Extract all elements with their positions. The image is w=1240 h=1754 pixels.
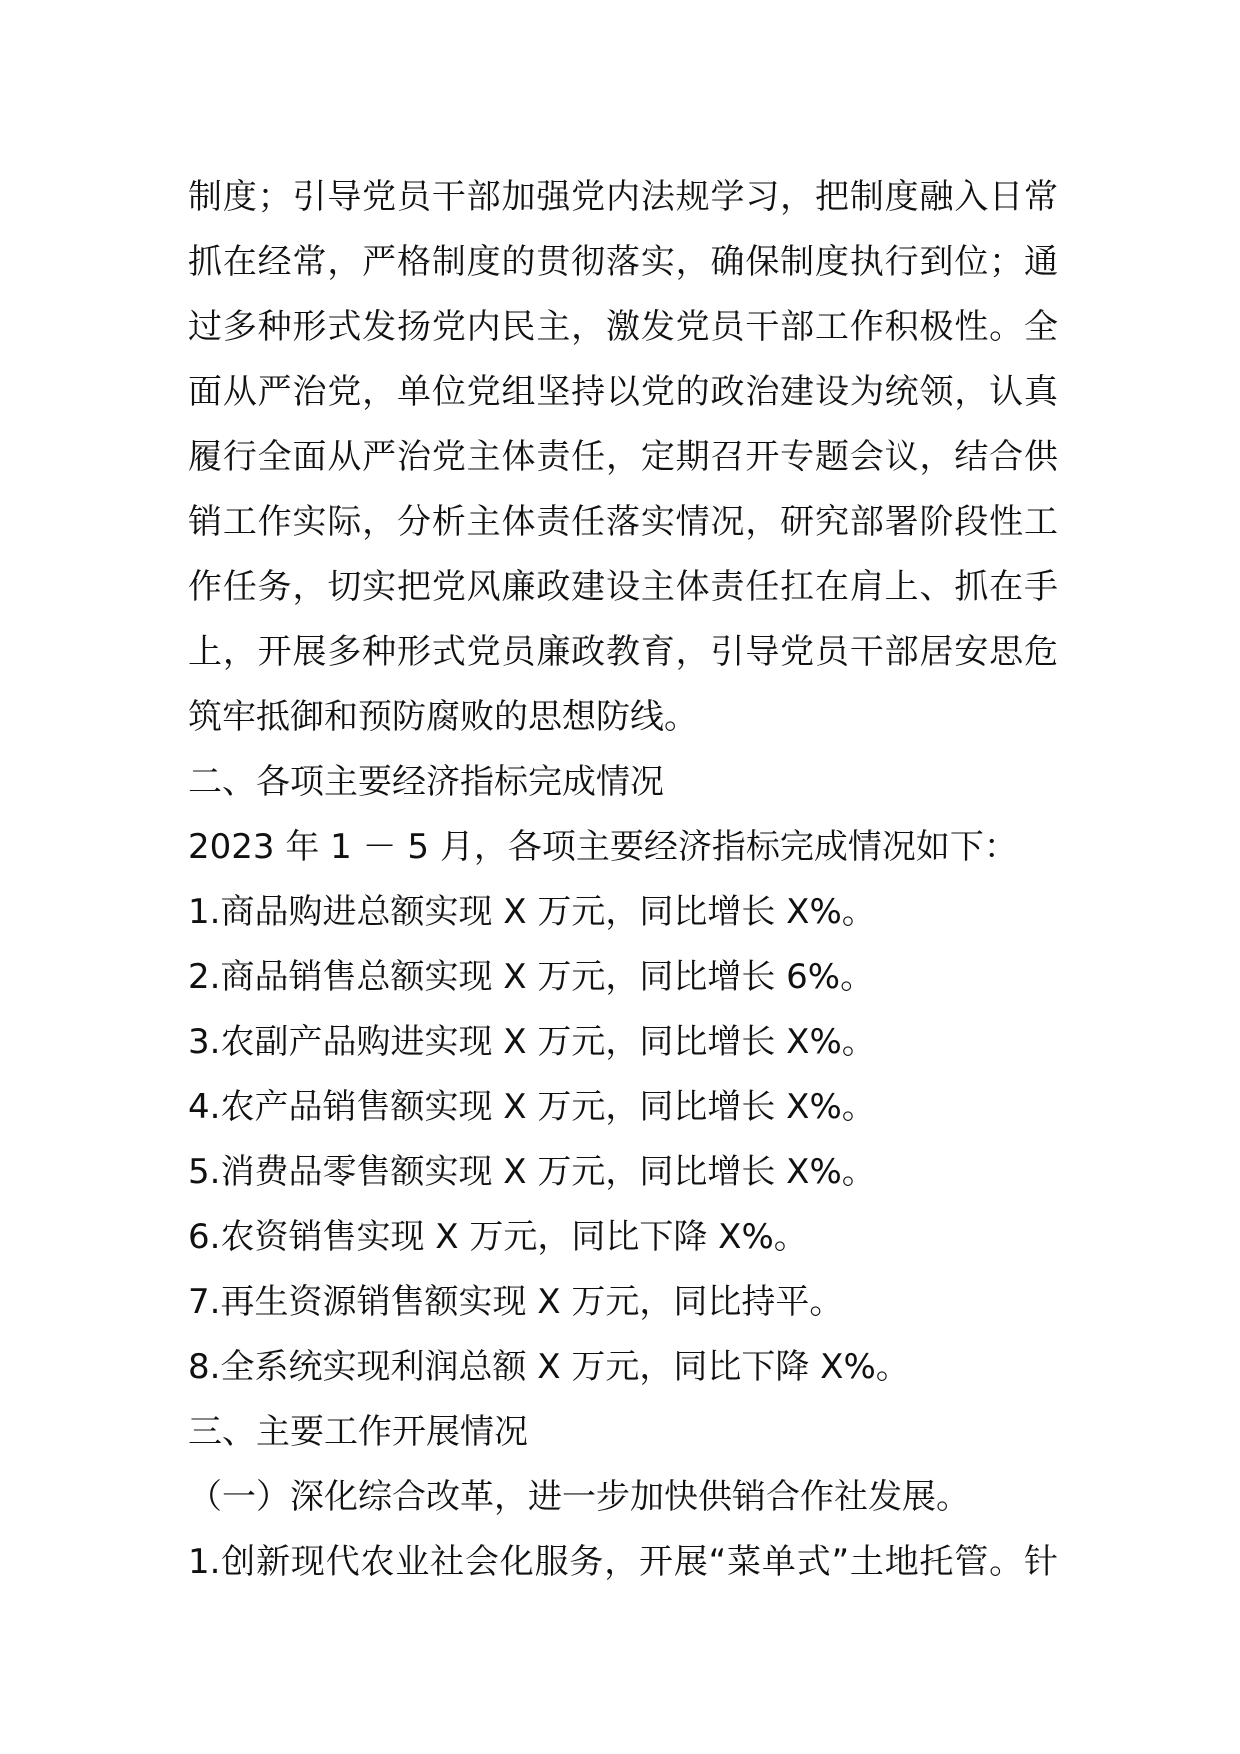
indicator-item: 7.再生资源销售额实现 X 万元，同比持平。 — [188, 1282, 844, 1322]
section-two-intro: 2023 年 1 － 5 月，各项主要经济指标完成情况如下： — [188, 827, 1018, 867]
paragraph-line: 履行全面从严治党主体责任，定期召开专题会议，结合供 — [188, 437, 1058, 477]
paragraph-line: 销工作实际，分析主体责任落实情况，研究部署阶段性工 — [188, 502, 1058, 542]
paragraph-line: 制度；引导党员干部加强党内法规学习，把制度融入日常 — [188, 177, 1058, 217]
indicator-item: 1.商品购进总额实现 X 万元，同比增长 X%。 — [188, 892, 876, 932]
paragraph-line: 抓在经常，严格制度的贯彻落实，确保制度执行到位；通 — [188, 242, 1058, 282]
indicator-item: 2.商品销售总额实现 X 万元，同比增长 6%。 — [188, 957, 875, 997]
subsection-one-heading: （一）深化综合改革，进一步加快供销合作社发展。 — [188, 1477, 970, 1517]
paragraph-line: 筑牢抵御和预防腐败的思想防线。 — [188, 697, 698, 737]
indicator-item: 5.消费品零售额实现 X 万元，同比增长 X%。 — [188, 1152, 876, 1192]
paragraph-line: 作任务，切实把党风廉政建设主体责任扛在肩上、抓在手 — [188, 567, 1058, 607]
indicator-item: 8.全系统实现利润总额 X 万元，同比下降 X%。 — [188, 1347, 910, 1387]
paragraph-line: 上，开展多种形式党员廉政教育，引导党员干部居安思危 — [188, 632, 1058, 672]
section-three-heading: 三、主要工作开展情况 — [188, 1412, 528, 1452]
paragraph-line: 面从严治党，单位党组坚持以党的政治建设为统领，认真 — [188, 372, 1058, 412]
paragraph-line: 过多种形式发扬党内民主，激发党员干部工作积极性。全 — [188, 307, 1058, 347]
item-one-line: 1.创新现代农业社会化服务，开展“菜单式”土地托管。针 — [188, 1542, 1058, 1582]
indicator-item: 6.农资销售实现 X 万元，同比下降 X%。 — [188, 1217, 808, 1257]
section-two-heading: 二、各项主要经济指标完成情况 — [188, 762, 664, 802]
indicator-item: 4.农产品销售额实现 X 万元，同比增长 X%。 — [188, 1087, 876, 1127]
indicator-item: 3.农副产品购进实现 X 万元，同比增长 X%。 — [188, 1022, 876, 1062]
document-page — [188, 165, 1058, 1595]
